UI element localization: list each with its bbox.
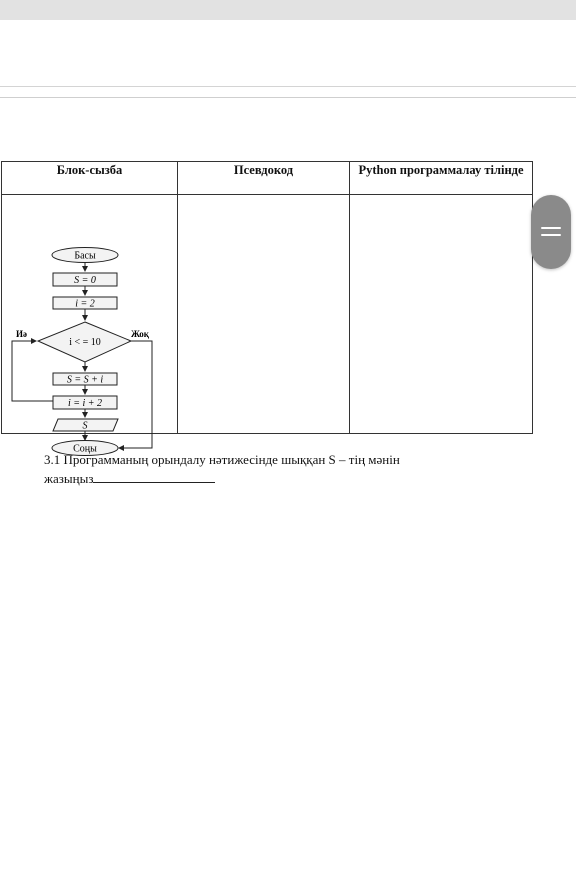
header-flowchart: Блок-сызба: [2, 162, 178, 195]
divider: [0, 97, 576, 98]
yes-label: Иә: [16, 329, 27, 339]
end-label: Соңы: [73, 443, 97, 455]
worksheet-table: [1, 161, 533, 455]
s-update-label: S = S + i: [66, 374, 104, 386]
start-label: Басы: [74, 250, 96, 262]
table-row: [2, 195, 533, 434]
answer-blank[interactable]: [93, 469, 215, 483]
task-line-1: 3.1 Программаның орындалу нәтижесінде шыққан S – тің мәнін: [44, 452, 400, 467]
s-init-label: S = 0: [74, 275, 96, 286]
condition-label: i < = 10: [69, 337, 101, 348]
scroll-handle[interactable]: [531, 195, 571, 269]
header-python: Python программалау тілінде: [350, 162, 533, 195]
top-bar: [0, 0, 576, 20]
task-line-2: [44, 469, 464, 488]
output-label: S: [82, 420, 88, 432]
flowchart-cell: [2, 195, 178, 455]
header-panel: [0, 20, 576, 87]
i-update-label: i = i + 2: [67, 398, 103, 409]
pseudocode-cell[interactable]: [178, 195, 350, 434]
table-header-row: [2, 162, 533, 195]
no-label: Жоқ: [131, 329, 149, 339]
task-line-2-text: жазыңыз: [44, 471, 94, 486]
task-text: [44, 451, 464, 488]
python-cell[interactable]: [350, 195, 533, 434]
flowchart-diagram: [2, 195, 177, 455]
i-init-label: i = 2: [75, 298, 95, 310]
header-pseudocode: Псевдокод: [178, 162, 350, 195]
